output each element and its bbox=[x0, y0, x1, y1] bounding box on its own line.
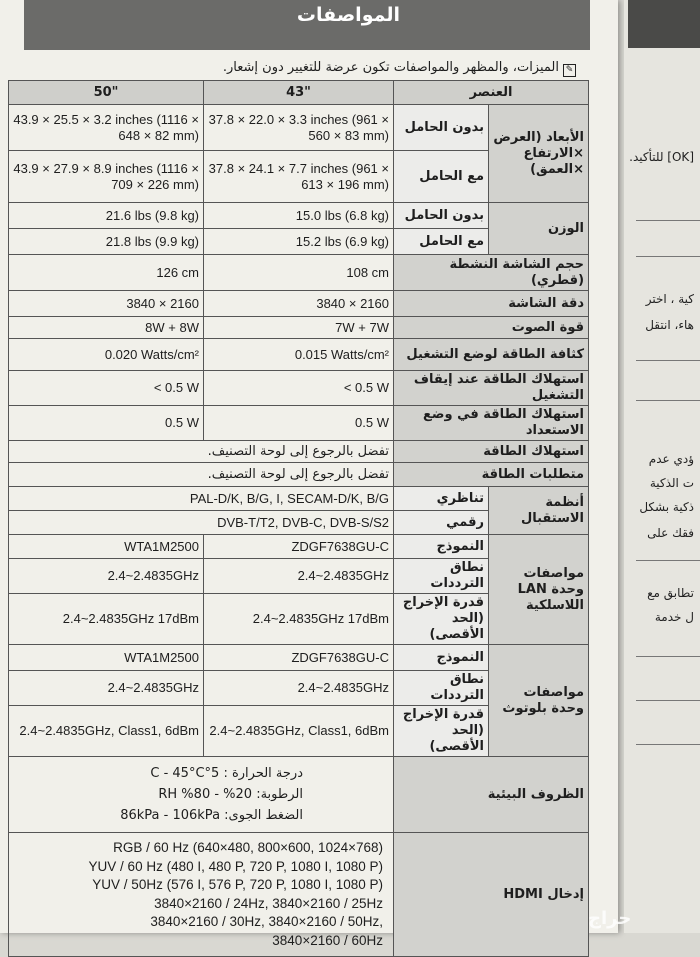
dim-stand-50: 43.9 × 27.9 × 8.9 inches (1116 × 709 × 226 mm) bbox=[9, 151, 204, 203]
power-off-50: < 0.5 W bbox=[9, 371, 204, 406]
header-item: العنصر bbox=[394, 81, 589, 105]
environment-values bbox=[9, 757, 394, 833]
wlan-model-label: النموذج bbox=[394, 535, 489, 559]
table-row bbox=[9, 535, 589, 559]
dim-stand-label: مع الحامل bbox=[394, 151, 489, 203]
wlan-model-50: WTA1M2500 bbox=[9, 535, 204, 559]
adjacent-text: ؤدي عدم bbox=[648, 452, 694, 466]
hdmi-line: YUV / 60 Hz (480 I, 480 P, 720 P, 1080 I, 1080 P) bbox=[88, 858, 383, 874]
table-row bbox=[9, 463, 589, 487]
bt-output-50: 2.4~2.4835GHz, Class1, 6dBm bbox=[9, 706, 204, 757]
table-row bbox=[9, 255, 589, 291]
resolution-43: 3840 × 2160 bbox=[204, 291, 394, 317]
power-standby-43: 0.5 W bbox=[204, 406, 394, 441]
adjacent-rule bbox=[636, 656, 700, 657]
hdmi-line: RGB / 60 Hz (640×480, 800×600, 1024×768) bbox=[113, 840, 383, 855]
adjacent-text: كية ، اختر bbox=[645, 292, 694, 306]
note-checkbox-icon: ✎ bbox=[563, 64, 576, 77]
table-row bbox=[9, 317, 589, 339]
weight-stand-50: 21.8 lbs (9.9 kg) bbox=[9, 229, 204, 255]
adjacent-rule bbox=[636, 256, 700, 257]
power-requirements-value: تفضل بالرجوع إلى لوحة التصنيف. bbox=[9, 463, 394, 487]
adjacent-rule bbox=[636, 360, 700, 361]
resolution-50: 3840 × 2160 bbox=[9, 291, 204, 317]
hdmi-line: 3840×2160 / 60Hz bbox=[272, 932, 383, 948]
adjacent-text: فقك على bbox=[647, 526, 694, 540]
header-43: 43" bbox=[204, 81, 394, 105]
section-header bbox=[24, 0, 590, 50]
table-header-row bbox=[9, 81, 589, 105]
dim-no-stand-50: 43.9 × 25.5 × 3.2 inches (1116 × 648 × 82 mm) bbox=[9, 105, 204, 151]
note-text: الميزات، والمظهر والمواصفات تكون عرضة للتغيير دون إشعار. bbox=[222, 60, 559, 75]
adjacent-page bbox=[624, 0, 700, 933]
weight-label: الوزن bbox=[489, 203, 589, 255]
wlan-output-50: 2.4~2.4835GHz 17dBm bbox=[9, 594, 204, 645]
section-title: المواصفات bbox=[296, 4, 400, 26]
sound-43: 7W + 7W bbox=[204, 317, 394, 339]
header-50: 50" bbox=[9, 81, 204, 105]
env-pressure: الضغط الجوى: 86kPa - 106kPa bbox=[120, 808, 303, 823]
wlan-freq-label: نطاق الترددات bbox=[394, 559, 489, 594]
table-row bbox=[9, 105, 589, 151]
watermark-logo: حراج bbox=[588, 908, 632, 929]
weight-stand-43: 15.2 lbs (6.9 kg) bbox=[204, 229, 394, 255]
weight-stand-label: مع الحامل bbox=[394, 229, 489, 255]
hdmi-line: 3840×2160 / 30Hz, 3840×2160 / 50Hz, bbox=[150, 914, 383, 929]
wlan-label: مواصفات وحدة LAN اللاسلكية bbox=[489, 535, 589, 645]
bt-model-50: WTA1M2500 bbox=[9, 645, 204, 671]
adjacent-text: هاء، انتقل bbox=[645, 318, 694, 332]
adjacent-text: ل خدمة bbox=[654, 610, 694, 624]
env-humidity: الرطوبة: 20% - 80% RH bbox=[158, 787, 303, 802]
screen-size-50: 126 cm bbox=[9, 255, 204, 291]
adjacent-rule bbox=[636, 560, 700, 561]
dim-label: الأبعاد (العرض ×الارتفاع ×العمق) bbox=[489, 105, 589, 203]
wlan-model-43: ZDGF7638GU-C bbox=[204, 535, 394, 559]
reception-digital-label: رقمي bbox=[394, 511, 489, 535]
table-row bbox=[9, 487, 589, 511]
table-row bbox=[9, 833, 589, 957]
adjacent-text: ذكية بشكل bbox=[639, 500, 694, 514]
disclaimer-note bbox=[223, 60, 576, 77]
bt-freq-label: نطاق الترددات bbox=[394, 671, 489, 706]
bt-model-label: النموذج bbox=[394, 645, 489, 671]
power-consumption-value: تفضل بالرجوع إلى لوحة التصنيف. bbox=[9, 441, 394, 463]
dim-stand-43: 37.8 × 24.1 × 7.7 inches (961 × 613 × 196 mm) bbox=[204, 151, 394, 203]
hdmi-values bbox=[9, 833, 394, 957]
wlan-freq-43: 2.4~2.4835GHz bbox=[204, 559, 394, 594]
hdmi-label: إدخال HDMI bbox=[394, 833, 589, 957]
table-row bbox=[9, 203, 589, 229]
reception-label: أنظمة الاستقبال bbox=[489, 487, 589, 535]
bt-output-43: 2.4~2.4835GHz, Class1, 6dBm bbox=[204, 706, 394, 757]
adjacent-text: تطابق مع bbox=[647, 586, 694, 600]
weight-no-stand-43: 15.0 lbs (6.8 kg) bbox=[204, 203, 394, 229]
weight-no-stand-50: 21.6 lbs (9.8 kg) bbox=[9, 203, 204, 229]
table-row bbox=[9, 645, 589, 671]
power-off-43: < 0.5 W bbox=[204, 371, 394, 406]
adjacent-page-header bbox=[628, 0, 700, 48]
sound-50: 8W + 8W bbox=[9, 317, 204, 339]
hdmi-line: 3840×2160 / 24Hz, 3840×2160 / 25Hz bbox=[154, 895, 383, 911]
resolution-label: دقة الشاشة bbox=[394, 291, 589, 317]
spec-table bbox=[8, 80, 589, 957]
power-consumption-label: استهلاك الطاقة bbox=[394, 441, 589, 463]
bt-model-43: ZDGF7638GU-C bbox=[204, 645, 394, 671]
adjacent-rule bbox=[636, 744, 700, 745]
weight-no-stand-label: بدون الحامل bbox=[394, 203, 489, 229]
table-row bbox=[9, 441, 589, 463]
table-row bbox=[9, 757, 589, 833]
bt-output-label: قدرة الإخراج (الحد الأقصى) bbox=[394, 706, 489, 757]
power-off-label: استهلاك الطاقة عند إيقاف التشغيل bbox=[394, 371, 589, 406]
table-row bbox=[9, 406, 589, 441]
wlan-output-label: قدرة الإخراج (الحد الأقصى) bbox=[394, 594, 489, 645]
sound-label: قوة الصوت bbox=[394, 317, 589, 339]
adjacent-rule bbox=[636, 700, 700, 701]
env-temp: درجة الحرارة : 5°C - 45°C bbox=[150, 766, 303, 781]
dim-no-stand-label: بدون الحامل bbox=[394, 105, 489, 151]
reception-analog-value: PAL-D/K, B/G, I, SECAM-D/K, B/G bbox=[9, 487, 394, 511]
screen-size-43: 108 cm bbox=[204, 255, 394, 291]
bt-label: مواصفات وحدة بلوتوث bbox=[489, 645, 589, 757]
environment-label: الظروف البيئية bbox=[394, 757, 589, 833]
power-density-label: كثافة الطاقة لوضع التشغيل bbox=[394, 339, 589, 371]
reception-analog-label: تناظري bbox=[394, 487, 489, 511]
adjacent-rule bbox=[636, 220, 700, 221]
bt-freq-43: 2.4~2.4835GHz bbox=[204, 671, 394, 706]
adjacent-text: ت الذكية bbox=[649, 476, 694, 490]
adjacent-text: [OK] للتأكيد. bbox=[629, 150, 694, 164]
power-density-50: 0.020 Watts/cm² bbox=[9, 339, 204, 371]
adjacent-rule bbox=[636, 400, 700, 401]
wlan-freq-50: 2.4~2.4835GHz bbox=[9, 559, 204, 594]
power-standby-label: استهلاك الطاقة في وضع الاستعداد bbox=[394, 406, 589, 441]
table-row bbox=[9, 339, 589, 371]
wlan-output-43: 2.4~2.4835GHz 17dBm bbox=[204, 594, 394, 645]
hdmi-line: YUV / 50Hz (576 I, 576 P, 720 P, 1080 I, 1080 P) bbox=[92, 877, 383, 892]
power-density-43: 0.015 Watts/cm² bbox=[204, 339, 394, 371]
table-row bbox=[9, 371, 589, 406]
power-standby-50: 0.5 W bbox=[9, 406, 204, 441]
table-row bbox=[9, 291, 589, 317]
reception-digital-value: DVB-T/T2, DVB-C, DVB-S/S2 bbox=[9, 511, 394, 535]
dim-no-stand-43: 37.8 × 22.0 × 3.3 inches (961 × 560 × 83 mm) bbox=[204, 105, 394, 151]
bt-freq-50: 2.4~2.4835GHz bbox=[9, 671, 204, 706]
screen-size-label: حجم الشاشة النشطة (قطري) bbox=[394, 255, 589, 291]
power-requirements-label: متطلبات الطاقة bbox=[394, 463, 589, 487]
